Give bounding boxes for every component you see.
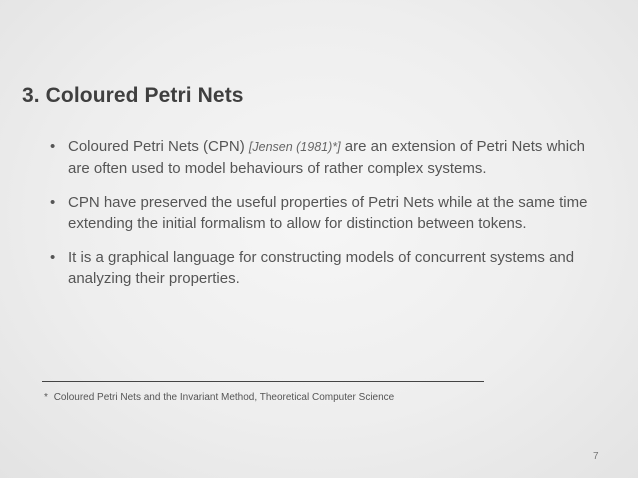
bullet-marker: •	[50, 138, 56, 155]
bullet-item-cpn-definition	[50, 136, 610, 179]
footnote-text: Coloured Petri Nets and the Invariant Method, Theoretical Computer Science	[53, 392, 395, 403]
citation: [Jensen (1981)*]	[248, 140, 341, 154]
slide-title: 3. Coloured Petri Nets	[22, 84, 244, 107]
footnote-marker: *	[44, 392, 48, 403]
bullet-list	[50, 136, 610, 302]
bullet-text-part: are an extension of Petri Nets which are often used to model behaviours of rather complex systems.	[68, 138, 585, 177]
bullet-marker: •	[50, 194, 56, 211]
bullet-text: It is a graphical language for constructing models of concurrent systems and analyzing their properties.	[68, 249, 575, 287]
bullet-text: CPN have preserved the useful properties of Petri Nets while at the same time extending the initial formalism to allow for distinction between tokens.	[68, 194, 588, 232]
footnote	[44, 392, 394, 403]
page-number: 7	[593, 451, 599, 462]
bullet-item-cpn-language	[50, 247, 610, 289]
bullet-marker: •	[50, 249, 56, 266]
footnote-divider	[42, 381, 484, 382]
bullet-item-cpn-properties	[50, 192, 610, 234]
bullet-text-part: Coloured Petri Nets (CPN)	[68, 138, 249, 155]
